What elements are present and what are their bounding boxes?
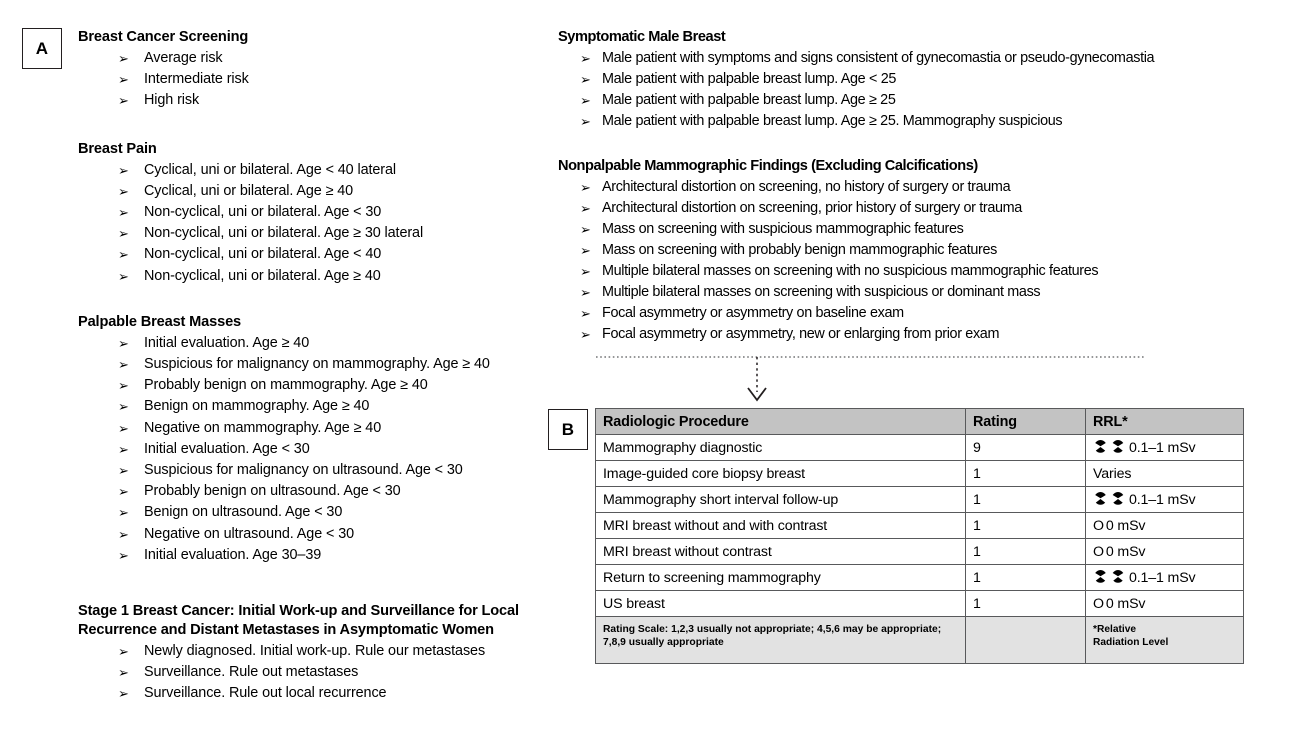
list-item-label: Suspicious for malignancy on mammography. Age ≥ 40 xyxy=(144,356,490,373)
list-item-label: Non-cyclical, uni or bilateral. Age ≥ 40 xyxy=(144,267,381,284)
list-item-label: Male patient with palpable breast lump. Age < 25 xyxy=(602,71,896,87)
arrow-bullet-icon: ➢ xyxy=(118,72,129,88)
list-item xyxy=(78,181,548,202)
arrow-bullet-icon: ➢ xyxy=(118,399,129,415)
list-item xyxy=(558,282,1302,303)
footer-empty-cell xyxy=(966,617,1086,664)
table-row xyxy=(596,591,1244,617)
list-item xyxy=(78,641,548,662)
arrow-bullet-icon: ➢ xyxy=(118,484,129,500)
arrow-bullet-icon: ➢ xyxy=(118,183,129,199)
list-item-label: Focal asymmetry or asymmetry on baseline exam xyxy=(602,305,904,321)
table-row xyxy=(596,539,1244,565)
left-column xyxy=(78,28,548,725)
arrow-bullet-icon: ➢ xyxy=(580,285,591,300)
radiation-level-zero-icon: O xyxy=(1093,595,1104,612)
cell-procedure: Mammography short interval follow-up xyxy=(596,487,966,513)
arrow-bullet-icon: ➢ xyxy=(118,420,129,436)
arrow-bullet-icon: ➢ xyxy=(118,247,129,263)
list-item-label: Architectural distortion on screening, no history of surgery or trauma xyxy=(602,179,1011,195)
list-item xyxy=(558,48,1302,69)
list-item-label: Intermediate risk xyxy=(144,71,249,88)
table-header-row xyxy=(596,409,1244,435)
cell-procedure: Return to screening mammography xyxy=(596,565,966,591)
connector-arrowhead-icon xyxy=(748,388,766,400)
arrow-bullet-icon: ➢ xyxy=(580,201,591,216)
panel-label-b xyxy=(548,409,588,450)
group-symptomatic-male-breast xyxy=(558,28,1302,132)
list-item xyxy=(78,460,548,481)
cell-procedure: MRI breast without contrast xyxy=(596,539,966,565)
cell-procedure: Image-guided core biopsy breast xyxy=(596,461,966,487)
radiation-level-two-icon xyxy=(1093,491,1127,511)
list-item-label: High risk xyxy=(144,92,200,109)
footer-rating-scale-note: Rating Scale: 1,2,3 usually not appropriate; 4,5,6 may be appropriate; 7,8,9 usually appropriate xyxy=(596,617,966,664)
cell-rrl xyxy=(1086,565,1244,591)
group-nonpalpable-mammographic-findings xyxy=(558,157,1302,345)
arrow-bullet-icon: ➢ xyxy=(580,51,591,66)
arrow-bullet-icon: ➢ xyxy=(580,306,591,321)
list-item xyxy=(78,662,548,683)
list-item-label: Newly diagnosed. Initial work-up. Rule our metastases xyxy=(144,643,486,660)
arrow-bullet-icon: ➢ xyxy=(118,505,129,521)
arrow-bullet-icon: ➢ xyxy=(118,268,129,284)
footer-rrl-line-2: Radiation Level xyxy=(1093,637,1169,649)
list-item-label: Focal asymmetry or asymmetry, new or enlarging from prior exam xyxy=(602,326,1000,342)
list-item xyxy=(78,396,548,417)
list-item xyxy=(78,481,548,502)
list-item xyxy=(78,333,548,354)
cell-rrl xyxy=(1086,539,1244,565)
arrow-bullet-icon: ➢ xyxy=(118,378,129,394)
list-item xyxy=(558,90,1302,111)
group-breast-cancer-screening xyxy=(78,28,548,112)
radiation-level-two-icon xyxy=(1093,439,1127,459)
arrow-bullet-icon: ➢ xyxy=(118,526,129,542)
arrow-bullet-icon: ➢ xyxy=(118,357,129,373)
cell-rrl xyxy=(1086,591,1244,617)
group-stage-1-breast-cancer xyxy=(78,602,548,705)
list-item xyxy=(78,354,548,375)
list-item-label: Multiple bilateral masses on screening with no suspicious mammographic features xyxy=(602,263,1099,279)
list-item xyxy=(558,69,1302,90)
arrow-bullet-icon: ➢ xyxy=(118,226,129,242)
list-item xyxy=(78,223,548,244)
cell-procedure: US breast xyxy=(596,591,966,617)
list-item xyxy=(78,375,548,396)
list-item-label: Male patient with symptoms and signs consistent of gynecomastia or pseudo-gynecomastia xyxy=(602,50,1155,66)
list-item xyxy=(78,502,548,523)
table-row xyxy=(596,565,1244,591)
item-list xyxy=(78,641,548,705)
cell-rrl-text: 0 mSv xyxy=(1105,595,1146,612)
list-item-label: Male patient with palpable breast lump. Age ≥ 25 xyxy=(602,92,896,108)
cell-rrl xyxy=(1086,435,1244,461)
cell-rrl xyxy=(1086,487,1244,513)
list-item-label: Male patient with palpable breast lump. Age ≥ 25. Mammography suspicious xyxy=(602,113,1063,129)
table-row xyxy=(596,461,1244,487)
list-item-label: Architectural distortion on screening, prior history of surgery or trauma xyxy=(602,200,1022,216)
list-item xyxy=(78,545,548,566)
arrow-bullet-icon: ➢ xyxy=(118,644,129,660)
list-item-label: Initial evaluation. Age 30–39 xyxy=(144,546,322,563)
list-item-label: Benign on mammography. Age ≥ 40 xyxy=(144,398,370,415)
column-header-rrl: RRL* xyxy=(1086,409,1244,435)
cell-rrl-text: 0.1–1 mSv xyxy=(1129,491,1196,508)
arrow-bullet-icon: ➢ xyxy=(118,162,129,178)
arrow-bullet-icon: ➢ xyxy=(118,335,129,351)
list-item xyxy=(558,198,1302,219)
list-item xyxy=(78,439,548,460)
list-item xyxy=(558,177,1302,198)
footer-rrl-line-1: *Relative xyxy=(1093,624,1137,635)
group-title: Symptomatic Male Breast xyxy=(558,29,726,45)
list-item-label: Negative on ultrasound. Age < 30 xyxy=(144,525,355,542)
footer-rrl-legend xyxy=(1086,617,1244,664)
cell-rrl-text: 0 mSv xyxy=(1105,517,1146,534)
arrow-bullet-icon: ➢ xyxy=(580,264,591,279)
list-item-label: Probably benign on mammography. Age ≥ 40 xyxy=(144,377,428,394)
group-title: Nonpalpable Mammographic Findings (Excluding Calcifications) xyxy=(558,158,978,174)
list-item-label: Probably benign on ultrasound. Age < 30 xyxy=(144,483,401,500)
arrow-bullet-icon: ➢ xyxy=(580,222,591,237)
arrow-bullet-icon: ➢ xyxy=(580,93,591,108)
arrow-bullet-icon: ➢ xyxy=(580,114,591,129)
cell-procedure: Mammography diagnostic xyxy=(596,435,966,461)
cell-rrl-text: 0.1–1 mSv xyxy=(1129,439,1196,456)
arrow-bullet-icon: ➢ xyxy=(118,547,129,563)
list-item xyxy=(78,524,548,545)
list-item-label: Surveillance. Rule out local recurrence xyxy=(144,685,387,702)
group-title: Stage 1 Breast Cancer: Initial Work-up and Surveillance for Local Recurrence and Distant Metastases in Asymptomatic Women xyxy=(78,603,519,639)
item-list xyxy=(558,177,1302,345)
panel-label-a-text: A xyxy=(35,38,49,58)
list-item xyxy=(78,90,548,111)
list-item-label: Initial evaluation. Age < 30 xyxy=(144,440,310,457)
list-item-label: Non-cyclical, uni or bilateral. Age < 40 xyxy=(144,246,382,263)
group-title: Breast Cancer Screening xyxy=(78,29,249,45)
table-footer-row xyxy=(596,617,1244,664)
item-list xyxy=(78,48,548,112)
list-item xyxy=(558,324,1302,345)
item-list xyxy=(558,48,1302,132)
list-item-label: Non-cyclical, uni or bilateral. Age ≥ 30 lateral xyxy=(144,225,424,242)
list-item-label: Non-cyclical, uni or bilateral. Age < 30 xyxy=(144,204,382,221)
group-title: Breast Pain xyxy=(78,140,157,157)
list-item-label: Mass on screening with probably benign mammographic features xyxy=(602,242,997,258)
panel-label-a xyxy=(22,28,62,69)
list-item-label: Cyclical, uni or bilateral. Age < 40 lateral xyxy=(144,161,396,178)
list-item xyxy=(78,202,548,223)
list-item-label: Benign on ultrasound. Age < 30 xyxy=(144,504,343,521)
list-item-label: Initial evaluation. Age ≥ 40 xyxy=(144,334,310,351)
arrow-bullet-icon: ➢ xyxy=(118,93,129,109)
arrow-bullet-icon: ➢ xyxy=(118,51,129,66)
cell-rating: 9 xyxy=(966,435,1086,461)
cell-rrl xyxy=(1086,513,1244,539)
panel-label-b-text: B xyxy=(561,419,575,439)
list-item xyxy=(558,219,1302,240)
list-item xyxy=(78,244,548,265)
list-item xyxy=(78,48,548,69)
arrow-bullet-icon: ➢ xyxy=(580,243,591,258)
cell-rrl xyxy=(1086,461,1244,487)
cell-rating: 1 xyxy=(966,565,1086,591)
arrow-bullet-icon: ➢ xyxy=(118,463,129,479)
arrow-bullet-icon: ➢ xyxy=(118,441,129,457)
cell-rrl-text: Varies xyxy=(1093,465,1132,482)
arrow-bullet-icon: ➢ xyxy=(118,205,129,221)
right-column xyxy=(558,28,1302,367)
list-item xyxy=(558,240,1302,261)
cell-rating: 1 xyxy=(966,539,1086,565)
arrow-bullet-icon: ➢ xyxy=(580,72,591,87)
group-palpable-breast-masses xyxy=(78,313,548,566)
list-item xyxy=(558,261,1302,282)
list-item xyxy=(558,111,1302,132)
cell-rating: 1 xyxy=(966,591,1086,617)
cell-rating: 1 xyxy=(966,513,1086,539)
group-breast-pain xyxy=(78,140,548,287)
radiologic-procedure-table xyxy=(595,408,1244,664)
list-item-label: Average risk xyxy=(144,50,223,66)
list-item-label: Negative on mammography. Age ≥ 40 xyxy=(144,419,382,436)
radiation-level-zero-icon: O xyxy=(1093,517,1104,534)
cell-rrl-text: 0.1–1 mSv xyxy=(1129,569,1196,586)
table-row xyxy=(596,513,1244,539)
item-list xyxy=(78,333,548,566)
list-item-label: Cyclical, uni or bilateral. Age ≥ 40 xyxy=(144,182,354,199)
list-item-label: Multiple bilateral masses on screening with suspicious or dominant mass xyxy=(602,284,1041,300)
arrow-bullet-icon: ➢ xyxy=(580,327,591,342)
cell-rating: 1 xyxy=(966,487,1086,513)
table-row xyxy=(596,435,1244,461)
radiation-level-two-icon xyxy=(1093,569,1127,589)
arrow-bullet-icon: ➢ xyxy=(118,665,129,681)
table-row xyxy=(596,487,1244,513)
list-item-label: Mass on screening with suspicious mammographic features xyxy=(602,221,964,237)
cell-rrl-text: 0 mSv xyxy=(1105,543,1146,560)
item-list xyxy=(78,160,548,287)
list-item xyxy=(78,69,548,90)
column-header-rating: Rating xyxy=(966,409,1086,435)
arrow-bullet-icon: ➢ xyxy=(580,180,591,195)
cell-rating: 1 xyxy=(966,461,1086,487)
arrow-bullet-icon: ➢ xyxy=(118,686,129,702)
list-item xyxy=(78,418,548,439)
list-item-label: Surveillance. Rule out metastases xyxy=(144,664,359,681)
list-item xyxy=(78,266,548,287)
radiation-level-zero-icon: O xyxy=(1093,543,1104,560)
list-item xyxy=(78,683,548,704)
list-item xyxy=(558,303,1302,324)
group-title: Palpable Breast Masses xyxy=(78,313,241,330)
list-item xyxy=(78,160,548,181)
column-header-procedure: Radiologic Procedure xyxy=(596,409,966,435)
cell-procedure: MRI breast without and with contrast xyxy=(596,513,966,539)
list-item-label: Suspicious for malignancy on ultrasound. Age < 30 xyxy=(144,462,463,479)
